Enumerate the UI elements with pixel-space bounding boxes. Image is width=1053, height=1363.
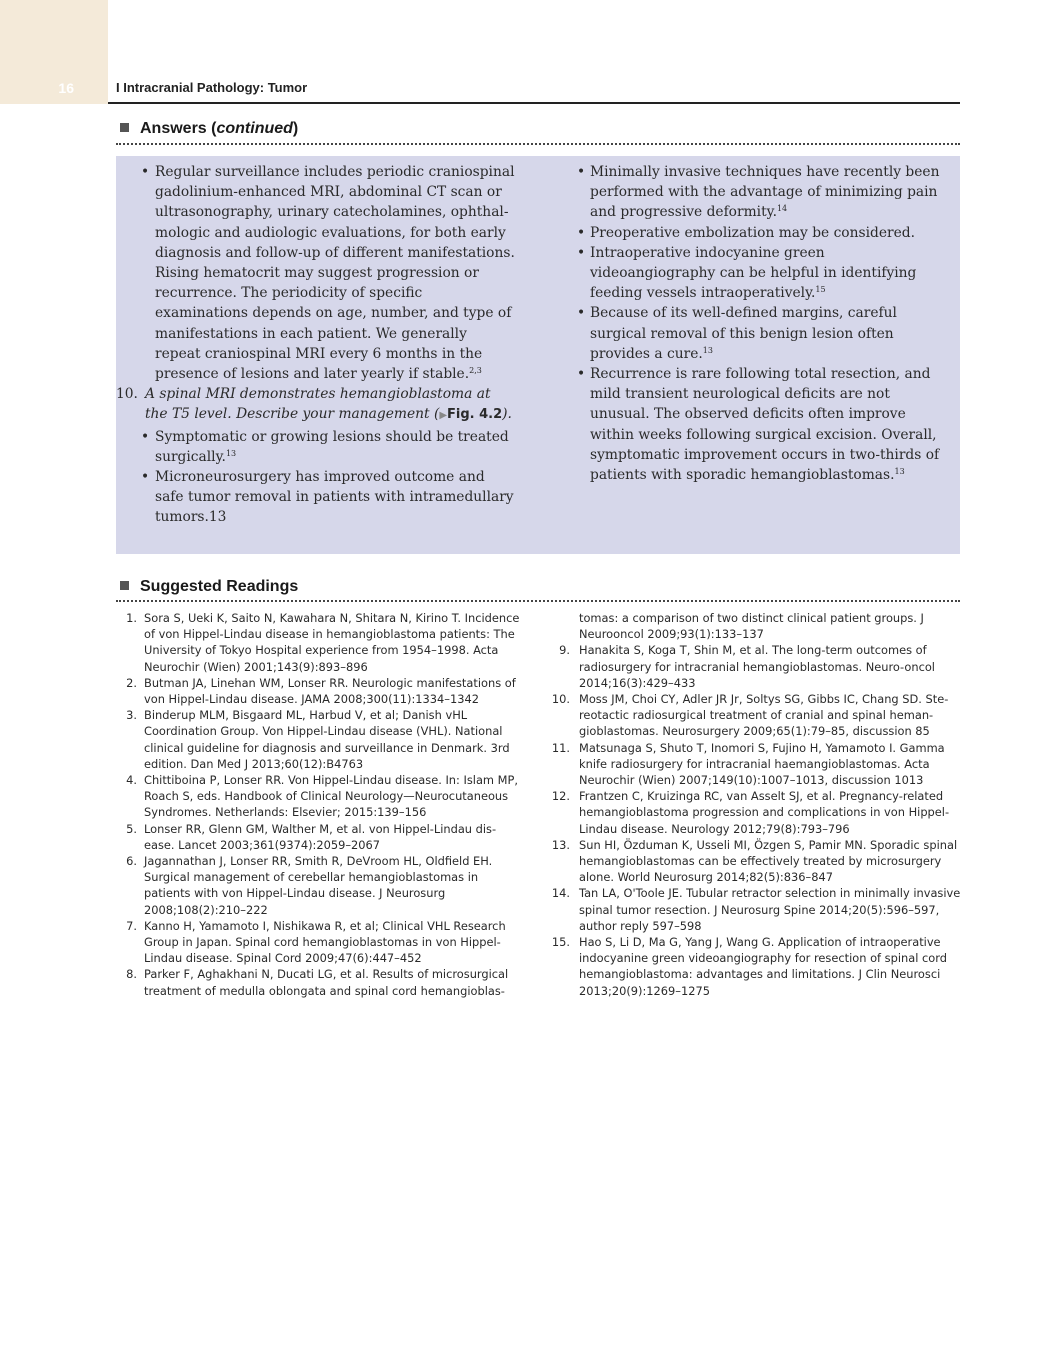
running-head: I Intracranial Pathology: Tumor [116, 80, 308, 95]
square-bullet-icon [120, 123, 129, 132]
question-10: 10. A spinal MRI demonstrates hemangioblastoma at the T5 level. Describe your management (▶Fig. 4.2). [116, 386, 512, 423]
square-bullet-icon [120, 581, 129, 590]
reference-item: 15. Hao S, Li D, Ma G, Yang J, Wang G. Application of intraoperative indocyanine green videoangiography for resection of spinal cord hemangioblastoma: advantages and limitations. J Clin Neurosci 2013;20(9):1269–1275 [551, 935, 947, 998]
answer-bullet: • Intraoperative indocyanine green videoangiography can be helpful in identifying feeding vessels intraoperatively.$^{15}$ [575, 243, 953, 304]
answer-bullet: • Because of its well-defined margins, careful surgical removal of this benign lesion often provides a cure.$^{13}$ [575, 303, 953, 364]
readings-right-column [548, 610, 962, 999]
reference-item: 11. Matsunaga S, Shuto T, Inomori S, Fujino H, Yamamoto I. Gamma knife radiosurgery for intracranial haemangioblastomas. Acta Neurochir (Wien) 2007;149(10):1007–1013, discussion 1013 [551, 740, 945, 788]
reference-continuation: tomas: a comparison of two distinct clinical patient groups. J Neurooncol 2009;93(1):133–137 [579, 611, 924, 642]
reference-item: 4. Chittiboina P, Lonser RR. Von Hippel-Lindau disease. In: Islam MP, Roach S, eds. Handbook of Clinical Neurology—Neurocutaneous Syndromes. Netherlands: Elsevier; 2015:139–156 [126, 773, 518, 820]
answer-bullet: • Minimally invasive techniques have recently been performed with the advantage of minimizing pain and progressive deformity.$^{14}$ [575, 162, 953, 223]
reference-item: 13. Sun HI, Özduman K, Usseli MI, Özgen S, Pamir MN. Sporadic spinal hemangioblastomas can be effectively treated by microsurgery alone. World Neurosurg 2014;82(5):836–847 [551, 837, 958, 885]
figure-reference: Fig. 4.2 [447, 407, 503, 423]
answer-bullet: • Preoperative embolization may be considered. [575, 223, 953, 243]
reference-item: 10. Moss JM, Choi CY, Adler JR Jr, Soltys SG, Gibbs IC, Chang SD. Stereotactic radiosurgical treatment of cranial and spinal hemangioblastomas. Neurosurgery 2009;65(1):79–85, discussion 85 [551, 692, 949, 739]
reference-item: 14. Tan LA, O'Toole JE. Tubular retractor selection in minimally invasive spinal tumor resection. J Neurosurg Spine 2014;20(5):596–597, author reply 597–598 [551, 886, 961, 933]
answers-dotted-rule [116, 143, 960, 145]
reference-item: 12. Frantzen C, Kruizinga RC, van Asselt SJ, et al. Pregnancy-related hemangioblastoma progression and complications in von Hippel-Lindau disease. Neurology 2012;79(8):793–796 [551, 789, 950, 836]
arrow-right-icon: ▶ [439, 410, 448, 422]
answer-bullet: • Regular surveillance includes periodic craniospinal gadolinium-enhanced MRI, abdominal CT scan or ultrasonography, urinary catecholamines, ophthalmologic and audiologic evaluations, for both early diagnosis and follow-up of different manifestations. Rising hematocrit may suggest progression or recurrence. The periodicity of specific examinations depends on age, number, and type of manifestations in each patient. We generally repeat craniospinal MRI every 6 months in the presence of lesions and later yearly if stable.$^{2,3}$ [116, 162, 516, 384]
reference-item: 7. Kanno H, Yamamoto I, Nishikawa R, et al; Clinical VHL Research Group in Japan. Spinal cord hemangioblastomas in von Hippel-Lindau disease. Spinal Cord 2009;47(6):447–452 [126, 918, 506, 966]
answer-bullet: • Microneurosurgery has improved outcome and safe tumor removal in patients with intramedullary tumors.13 [116, 467, 516, 528]
reference-item: 1. Sora S, Ueki K, Saito N, Kawahara N, Shitara N, Kirino T. Incidence of von Hippel-Lindau disease in hemangioblastoma patients: The University of Tokyo Hospital experience from 1954–1998. Acta Neurochir (Wien) 2001;143(9):893–896 [126, 611, 520, 674]
page-number: 16 [58, 80, 74, 96]
reference-item: 3. Binderup MLM, Bisgaard ML, Harbud V, et al; Danish vHL Coordination Group. Von Hippel-Lindau disease (VHL). National clinical guideline for diagnosis and surveillance in Denmark. 3rd edition. Dan Med J 2013;60(12):B4763 [126, 708, 510, 771]
readings-dotted-rule [116, 600, 960, 602]
reference-item: 8. Parker F, Aghakhani N, Ducati LG, et al. Results of microsurgical treatment of medulla oblongata and spinal cord hemangioblas- [126, 967, 509, 998]
reference-item: 6. Jagannathan J, Lonser RR, Smith R, DeVroom HL, Oldfield EH. Surgical management of cerebellar hemangioblastomas in patients with von Hippel-Lindau disease. J Neurosurg 2008;108(2):210–222 [126, 854, 493, 917]
header-rule [108, 102, 960, 104]
reference-item: 5. Lonser RR, Glenn GM, Walther M, et al. von Hippel-Lindau disease. Lancet 2003;361(9374):2059–2067 [126, 821, 497, 852]
reference-item: 2. Butman JA, Linehan WM, Lonser RR. Neurologic manifestations of von Hippel-Lindau disease. JAMA 2008;300(11):1334–1342 [126, 675, 516, 707]
answers-heading: Answers (continued) [120, 120, 298, 140]
reference-item: 9. Hanakita S, Koga T, Shin M, et al. The long-term outcomes of radiosurgery for intracranial hemangioblastomas. Neuro-oncol 2014;16(3):429–433 [559, 643, 935, 690]
answer-bullet: • Symptomatic or growing lesions should be treated surgically.$^{13}$ [116, 427, 516, 467]
answers-left-column [116, 162, 516, 528]
readings-left-column [120, 610, 522, 999]
answer-bullet: • Recurrence is rare following total resection, and mild transient neurological deficits are not unusual. The observed deficits often improve within weeks following surgical excision. Overall, symptomatic improvement occurs in two-thirds of patients with sporadic hemangioblastomas.$^{13}$ [575, 364, 953, 485]
answers-right-column [575, 162, 953, 485]
readings-heading: Suggested Readings [120, 578, 298, 598]
